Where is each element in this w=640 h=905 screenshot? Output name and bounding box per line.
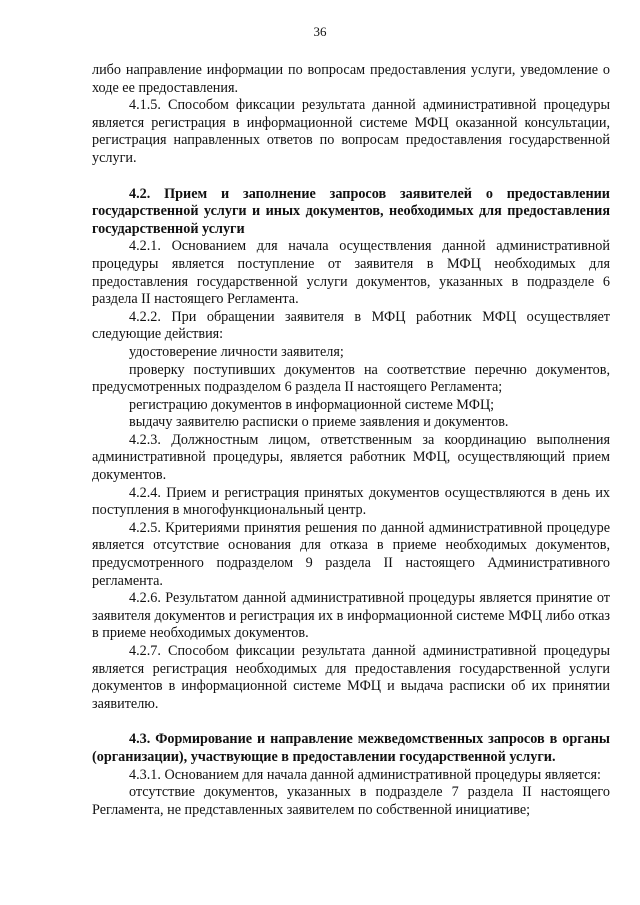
section-heading-4-2: 4.2. Прием и заполнение запросов заявителей о предоставлении государственной услуги и иных документов, необходимых для предоставления государственной услуги bbox=[92, 185, 610, 237]
paragraph-4-2-7: 4.2.7. Способом фиксации результата данной административной процедуры является регистрация необходимых для предоставления государственной услуги документов в информационной системе МФЦ и выдача расписки об их принятии заявителю. bbox=[92, 643, 610, 712]
section-heading-4-3: 4.3. Формирование и направление межведомственных запросов в органы (организации), участвующие в предоставлении государственной услуги. bbox=[92, 731, 610, 765]
paragraph-4-3-1: 4.3.1. Основанием для начала данной административной процедуры является: bbox=[129, 766, 601, 783]
list-item-document-check: проверку поступивших документов на соответствие перечню документов, предусмотренных подразделом 6 раздела II настоящего Регламента; bbox=[92, 361, 610, 396]
page-number: 36 bbox=[313, 24, 327, 39]
list-item-receipt: выдачу заявителю расписки о приеме заявления и документов. bbox=[129, 414, 509, 431]
paragraph-4-2-1: 4.2.1. Основанием для начала осуществления данной административной процедуры является поступление от заявителя в МФЦ необходимых для предоставления государственной услуги документов, указанных в подразделе 6 раздела II настоящего Регламента. bbox=[92, 238, 610, 308]
paragraph-4-1-5: 4.1.5. Способом фиксации результата данной административной процедуры является регистрация в информационной системе МФЦ оказанной консультации, регистрация направленных ответов по вопросам предоставления государственной услуги. bbox=[92, 97, 610, 166]
paragraph-4-2-2: 4.2.2. При обращении заявителя в МФЦ работник МФЦ осуществляет следующие действия: bbox=[92, 308, 610, 343]
list-item-identity-check: удостоверение личности заявителя; bbox=[129, 343, 344, 360]
paragraph-4-2-6: 4.2.6. Результатом данной административной процедуры является принятие от заявителя документов и регистрация их в информационной системе МФЦ либо отказ в приеме необходимых документов. bbox=[92, 590, 610, 642]
document-body bbox=[92, 62, 610, 819]
list-item-registration: регистрацию документов в информационной системе МФЦ; bbox=[129, 396, 495, 413]
paragraph-4-2-5: 4.2.5. Критериями принятия решения по данной административной процедуре является отсутствие основания для отказа в приеме необходимых документов, предусмотренного подразделом 9 раздела II настоящего Административного регламента. bbox=[92, 519, 610, 589]
list-item-missing-documents: отсутствие документов, указанных в подразделе 7 раздела II настоящего Регламента, не представленных заявителем по собственной инициативе; bbox=[92, 784, 610, 818]
paragraph-continuation: либо направление информации по вопросам предоставления услуги, уведомление о ходе ее предоставления. bbox=[92, 62, 610, 96]
paragraph-4-2-4: 4.2.4. Прием и регистрация принятых документов осуществляются в день их поступления в многофункциональный центр. bbox=[92, 484, 610, 519]
paragraph-4-2-3: 4.2.3. Должностным лицом, ответственным за координацию выполнения административной процедуры, является работник МФЦ, осуществляющий прием документов. bbox=[92, 431, 610, 484]
